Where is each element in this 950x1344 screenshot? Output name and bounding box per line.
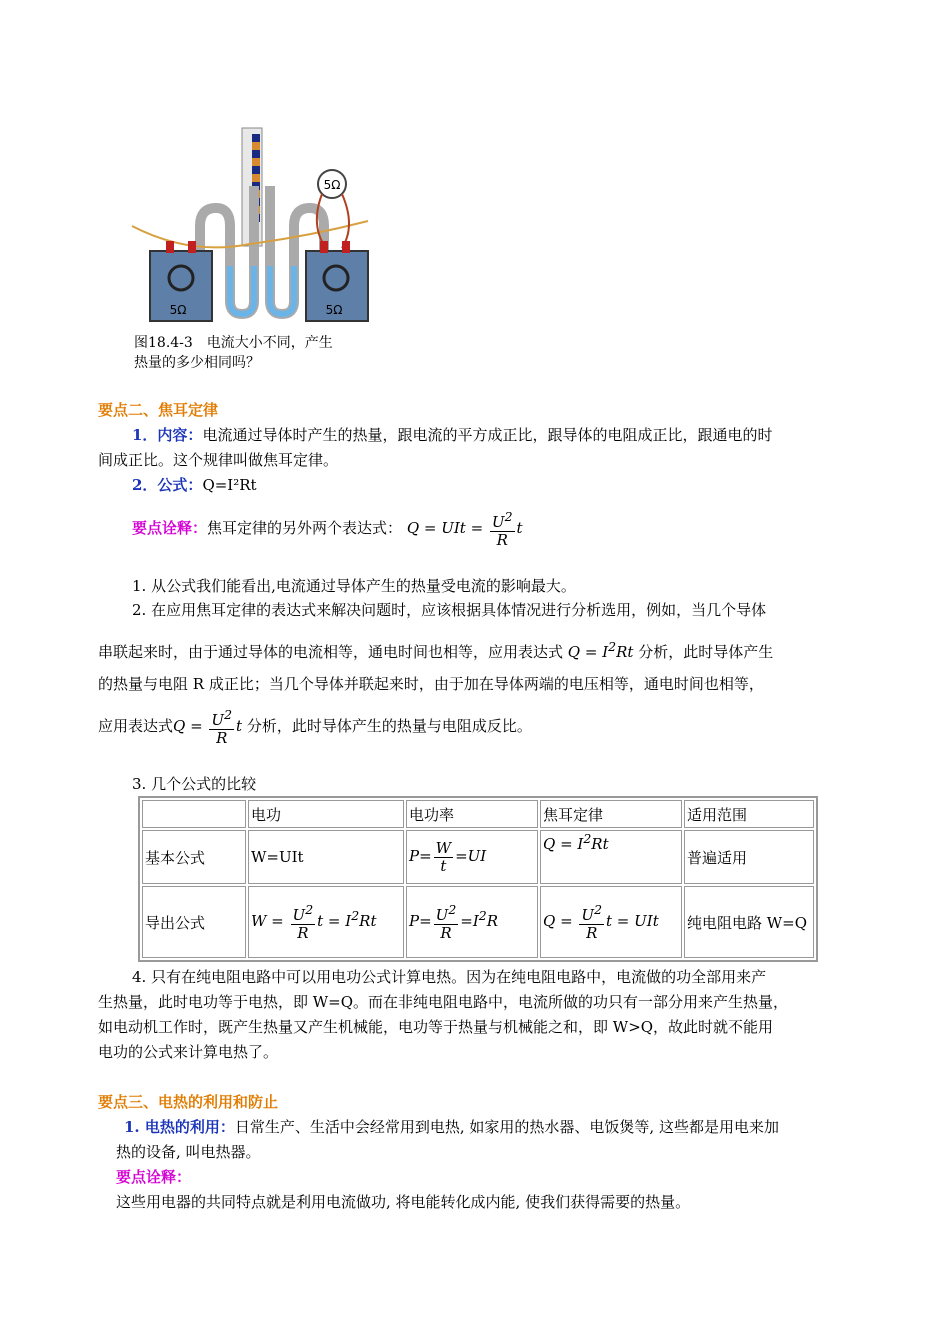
table-header-cell [142, 800, 246, 828]
heat-use-text: 日常生产、生活中会经常用到电热, 如家用的热水器、电饭煲等, 这些都是用电来加 [234, 1118, 779, 1136]
para4-a: 4. 只有在纯电阻电路中可以用电功公式计算电热。因为在纯电阻电路中，电流做的功全部用来产 [132, 968, 767, 986]
heat-use-label: 1. 电热的利用： [124, 1118, 235, 1136]
para3: 3. 几个公式的比较 [132, 775, 257, 793]
table-cell: W = $\frac{U^2}{R}$ $t = I^2Rt$ [248, 886, 404, 958]
joule-apparatus-illustration [130, 126, 370, 326]
figure-caption-line2: 热量的多少相同吗？ [134, 355, 260, 371]
para4-c: 如电动机工作时，既产生热量又产生机械能，电功等于热量与机械能之和，即 W>Q，故此时就不能用 [98, 1018, 774, 1036]
table-cell: Q = $\frac{U^2}{R}$ t = UIt [540, 886, 682, 958]
table-row [142, 886, 814, 958]
section3-note-label: 要点诠释： [116, 1168, 192, 1186]
content-text-cont: 间成正比。这个规律叫做焦耳定律。 [98, 451, 339, 469]
table-header-cell: 电功率 [406, 800, 538, 828]
para2-b2: 分析，此时导体产生 [638, 643, 774, 661]
content-text: 电流通过导体时产生的热量，跟电流的平方成正比，跟导体的电阻成正比，跟通电的时 [202, 426, 773, 444]
para2-a: 2. 在应用焦耳定律的表达式来解决问题时，应该根据具体情况进行分析选用，例如，当几个导体 [132, 601, 767, 619]
para2-c: 的热量与电阻 R 成正比；当几个导体并联起来时，由于加在导体两端的电压相等，通电时间也相等， [98, 675, 764, 693]
table-cell: P= $\frac{W}{t}$ =UI [406, 830, 538, 884]
formula-u2r: Q = $\frac{U^2}{R}$ t [173, 707, 243, 747]
note-text: 焦耳定律的另外两个表达式： [207, 519, 403, 537]
formula-text: Q=I²Rt [202, 476, 257, 494]
experiment-figure [130, 126, 370, 376]
right-resistor-label: 5Ω [325, 303, 343, 317]
table-cell: W=UIt [248, 830, 404, 884]
table-header-cell: 电功 [248, 800, 404, 828]
formula-uit-u2r: Q = UIt = $\frac{U^2}{R}$ t [406, 509, 523, 549]
para4-d: 电功的公式来计算电热了。 [98, 1043, 279, 1061]
table-cell: 普遍适用 [684, 830, 814, 884]
section2-heading: 要点二、焦耳定律 [98, 401, 219, 419]
para2-b1: 串联起来时，由于通过导体的电流相等，通电时间也相等，应用表达式 [98, 643, 564, 661]
formula-label: 2．公式： [132, 476, 203, 494]
top-resistor-label: 5Ω [323, 178, 341, 192]
content-label: 1．内容： [132, 426, 203, 444]
table-header-row [142, 800, 814, 828]
table-cell: 导出公式 [142, 886, 246, 958]
law-formula [132, 473, 892, 497]
table-cell: $Q = I^2Rt$ [540, 830, 682, 884]
para4-b: 生热量，此时电功等于电热，即 W=Q。而在非纯电阻电路中，电流所做的功只有一部分用来产生热量， [98, 993, 789, 1011]
table-cell: P= $\frac{U^2}{R}$ $=I^2R$ [406, 886, 538, 958]
formula-comparison-table [138, 796, 818, 962]
table-header-cell: 焦耳定律 [540, 800, 682, 828]
table-row [142, 830, 814, 884]
formula-i2rt: $Q = I^2Rt$ [567, 639, 634, 661]
section3-note-text: 这些用电器的共同特点就是利用电流做功, 将电能转化成内能, 使我们获得需要的热量。 [116, 1193, 691, 1211]
table-cell: 基本公式 [142, 830, 246, 884]
table-header-cell: 适用范围 [684, 800, 814, 828]
para2-d1: 应用表达式 [98, 717, 174, 735]
para2-d [98, 700, 858, 752]
para1: 1. 从公式我们能看出,电流通过导体产生的热量受电流的影响最大。 [132, 577, 576, 595]
note-expressions [132, 508, 892, 548]
para2-b [98, 630, 858, 669]
figure-caption-line1: 图18.4-3 电流大小不同，产生 [134, 335, 333, 351]
section3-heading: 要点三、电热的利用和防止 [98, 1093, 279, 1111]
table-cell: 纯电阻电路 W=Q [684, 886, 814, 958]
heat-use-text-cont: 热的设备, 叫电热器。 [116, 1143, 261, 1161]
para2-d2: 分析，此时导体产生的热量与电阻成反比。 [246, 717, 532, 735]
heat-use [124, 1115, 884, 1139]
law-content [132, 423, 892, 447]
left-resistor-label: 5Ω [169, 303, 187, 317]
note-label: 要点诠释： [132, 519, 208, 537]
